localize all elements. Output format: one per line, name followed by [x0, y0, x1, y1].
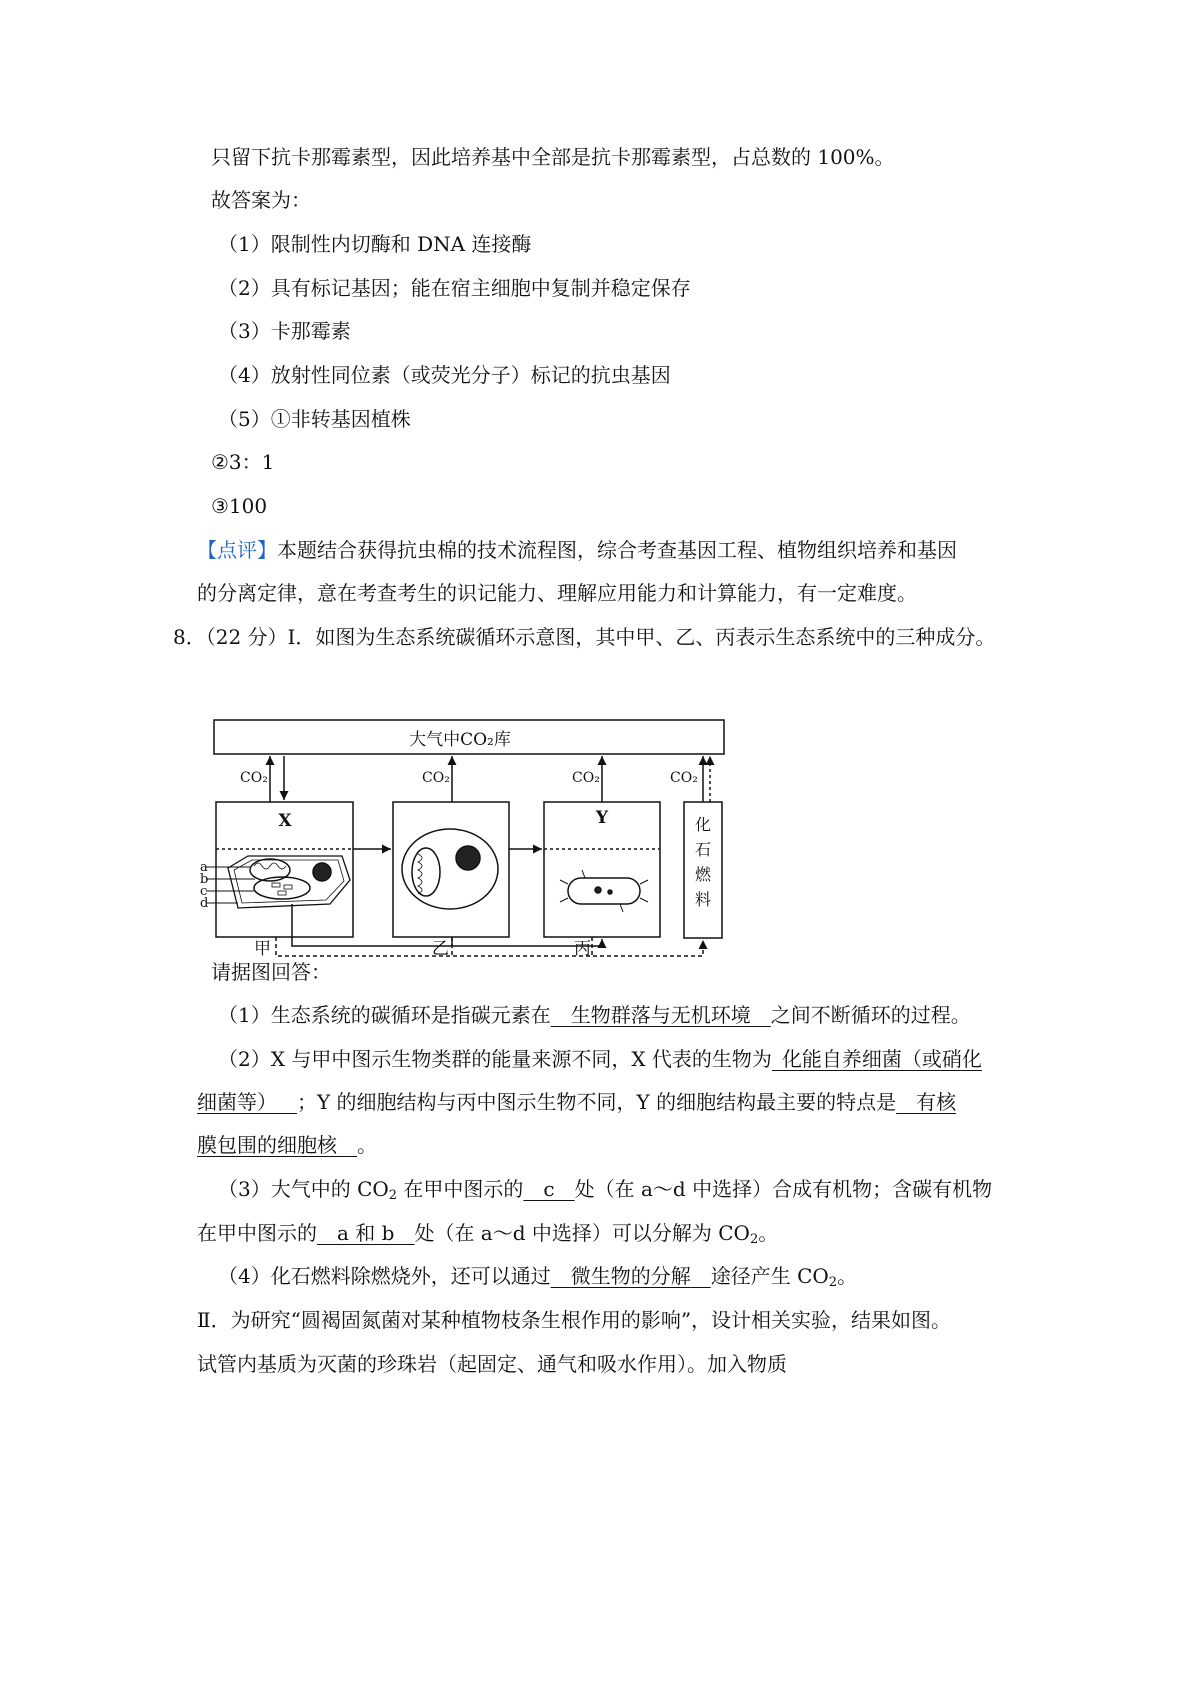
comment-line-2: 的分离定律，意在考查考生的识记能力、理解应用能力和计算能力，有一定难度。: [197, 581, 917, 605]
text-line-2: 故答案为：: [211, 188, 311, 212]
carbon-cycle-diagram: [200, 718, 760, 968]
q3-line-2: [197, 1219, 778, 1254]
answer-2: （2）具有标记基因；能在宿主细胞中复制并稳定保存: [218, 276, 691, 300]
box-yi: [393, 802, 509, 937]
box-x-label: X: [278, 811, 292, 831]
part2-line-1: Ⅱ．为研究“圆褐固氮菌对某种植物枝条生根作用的影响”，设计相关实验，结果如图。: [197, 1308, 952, 1332]
label-yi: 乙: [432, 939, 449, 959]
co2-label-4: CO₂: [670, 770, 698, 786]
box-y-label: Y: [595, 808, 609, 828]
letter-a: a: [200, 860, 208, 875]
plant-cell: [228, 856, 350, 908]
q2-answer-2b: 膜包围的细胞核: [197, 1133, 337, 1157]
q2-answer-2a: 有核: [916, 1090, 957, 1114]
q3-answer-1: c: [543, 1177, 555, 1201]
answer-7: ③100: [211, 494, 268, 518]
fossil-char-1: 化: [694, 815, 712, 834]
q4-text-a: （4）化石燃料除燃烧外，还可以通过: [218, 1264, 551, 1288]
letter-c: c: [200, 884, 208, 899]
label-jia: 甲: [254, 939, 271, 959]
co2-label-2: CO₂: [422, 770, 450, 786]
answer-3: （3）卡那霉素: [218, 319, 351, 343]
q3-line-1: [218, 1175, 992, 1210]
co2-label-1: CO₂: [240, 770, 268, 786]
fossil-char-4: 料: [694, 890, 712, 909]
atmosphere-label: 大气中CO₂库: [409, 730, 511, 750]
q4-end: 。: [837, 1264, 858, 1288]
q1-answer: 生物群落与无机环境: [570, 1003, 751, 1027]
q1-text-a: （1）生态系统的碳循环是指碳元素在: [218, 1003, 551, 1027]
q2-answer-1b: 细菌等）: [197, 1090, 277, 1114]
q2-line-2: [197, 1088, 956, 1116]
q3-answer-2: a 和 b: [337, 1221, 395, 1245]
animal-cell: [402, 829, 498, 909]
q3-text-b: 处（在 a～d 中选择）合成有机物；含碳有机物: [574, 1177, 993, 1201]
prompt-line: 请据图回答：: [211, 960, 331, 984]
q3-text-a: （3）大气中的 CO: [218, 1177, 389, 1201]
q2-end: 。: [357, 1133, 377, 1157]
answer-1: （1）限制性内切酶和 DNA 连接酶: [218, 232, 532, 256]
q3-end: 。: [758, 1221, 779, 1245]
q3-sub-1: 2: [388, 1188, 398, 1203]
letter-d: d: [200, 896, 209, 911]
answer-6: ②3：1: [211, 450, 275, 474]
animal-mitochondrion: [412, 848, 440, 896]
q3-text-c: 在甲中图示的: [197, 1221, 317, 1245]
q2-line-1: [218, 1045, 982, 1073]
q4-answer: 微生物的分解: [570, 1264, 691, 1288]
comment-tag: 【点评】: [197, 538, 277, 562]
q2-text-a: （2）X 与甲中图示生物类群的能量来源不同，X 代表的生物为: [218, 1047, 772, 1071]
question-8-title: 8．（22 分）I．如图为生态系统碳循环示意图，其中甲、乙、丙表示生态系统中的三种成分。: [173, 625, 996, 649]
fossil-char-2: 石: [694, 840, 712, 859]
fossil-char-3: 燃: [694, 865, 712, 884]
q4-text-b: 途径产生 CO: [710, 1264, 829, 1288]
comment-text-1: 本题结合获得抗虫棉的技术流程图，综合考查基因工程、植物组织培养和基因: [277, 538, 957, 562]
q2-line-3: [197, 1131, 377, 1159]
q2-answer-1a: 化能自养细菌（或硝化: [781, 1047, 982, 1071]
answer-4: （4）放射性同位素（或荧光分子）标记的抗虫基因: [218, 363, 671, 387]
comment-line-1: [197, 536, 957, 564]
bacterium-shape: [568, 878, 640, 904]
text-line-1: 只留下抗卡那霉素型，因此培养基中全部是抗卡那霉素型，占总数的 100%。: [211, 145, 895, 169]
q3-text-a2: 在甲中图示的: [397, 1177, 524, 1201]
co2-label-3: CO₂: [572, 770, 600, 786]
q1-line: [218, 1001, 971, 1029]
q4-sub: 2: [828, 1275, 838, 1290]
chloroplast-shape: [254, 877, 310, 899]
q4-line: [218, 1262, 857, 1297]
letter-b: b: [200, 872, 209, 887]
q2-text-b: ；Y 的细胞结构与丙中图示生物不同，Y 的细胞结构最主要的特点是: [297, 1090, 897, 1114]
answer-5: （5）①非转基因植株: [218, 407, 411, 431]
label-bing: 丙: [574, 939, 591, 959]
part2-line-2: 试管内基质为灭菌的珍珠岩（起固定、通气和吸水作用）。加入物质: [197, 1352, 787, 1376]
q1-text-b: 之间不断循环的过程。: [770, 1003, 971, 1027]
q3-text-d: 处（在 a～d 中选择）可以分解为 CO: [414, 1221, 750, 1245]
q3-sub-2: 2: [749, 1232, 759, 1247]
